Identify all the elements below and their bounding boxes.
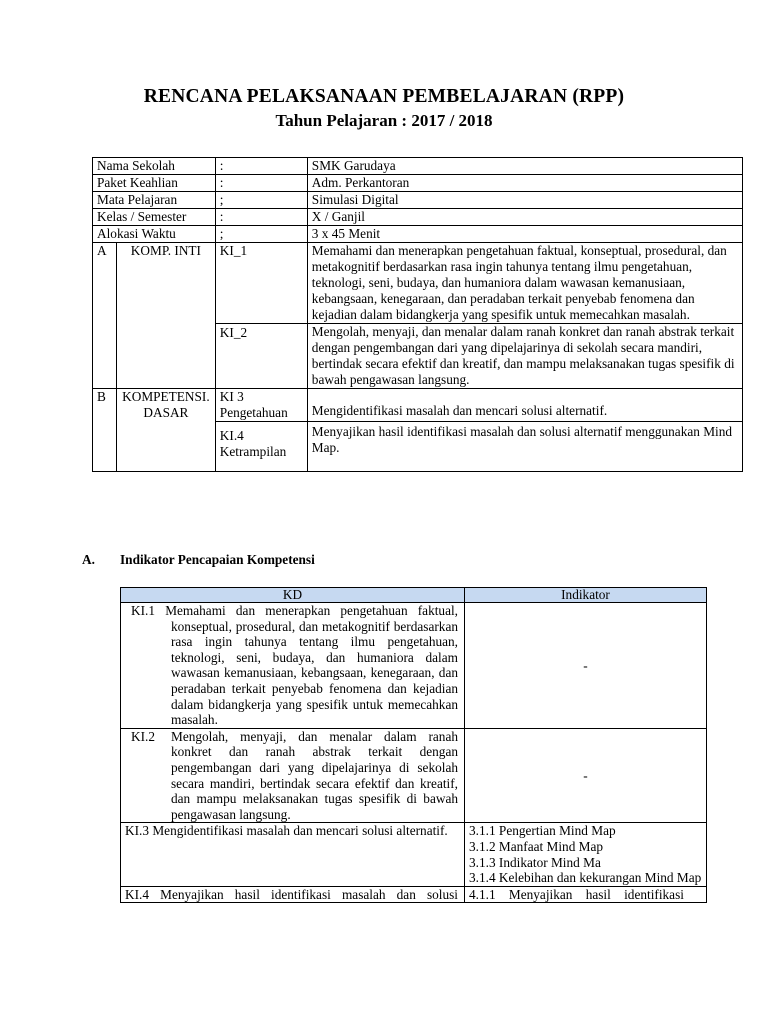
label-line: DASAR	[143, 405, 189, 420]
kd-cell	[121, 728, 465, 823]
info-value: Simulasi Digital	[307, 192, 742, 209]
table-header-row	[121, 588, 707, 603]
kd-text: Mengidentifikasi masalah dan mencari solusi alternatif.	[152, 823, 448, 839]
info-label: Kelas / Semester	[93, 209, 216, 226]
section-letter: B	[93, 389, 117, 472]
table-row	[93, 192, 743, 209]
info-separator: ;	[215, 192, 307, 209]
info-value: 3 x 45 Menit	[307, 226, 742, 243]
ki-code: KI_1	[215, 243, 307, 324]
info-label: Nama Sekolah	[93, 158, 216, 175]
identity-table	[92, 157, 743, 472]
document-subtitle: Tahun Pelajaran : 2017 / 2018	[275, 111, 493, 130]
ki-code: KI_2	[215, 324, 307, 389]
info-value: SMK Garudaya	[307, 158, 742, 175]
kd-cell	[121, 886, 465, 903]
table-row	[121, 823, 707, 886]
label-line: KOMPETENSI.	[122, 389, 210, 404]
table-row	[93, 158, 743, 175]
info-label: Paket Keahlian	[93, 175, 216, 192]
kd-entry	[125, 603, 458, 728]
info-value: X / Ganjil	[307, 209, 742, 226]
indikator-list	[465, 823, 707, 886]
kd-text: Menyajikan hasil identifikasi masalah dan solusi alternatif menggunakan Mind Map.	[307, 422, 742, 472]
kd-cell	[121, 823, 465, 886]
section-title: Indikator Pencapaian Kompetensi	[120, 552, 315, 567]
info-separator: :	[215, 175, 307, 192]
info-label: Mata Pelajaran	[93, 192, 216, 209]
indikator-cell: -	[465, 603, 707, 729]
kd-text: Menyajikan hasil identifikasi masalah dan solusi	[160, 886, 458, 902]
indikator-cell: -	[465, 728, 707, 823]
kd-code	[215, 389, 307, 422]
kd-entry	[125, 823, 458, 839]
section-heading	[82, 552, 315, 568]
table-row	[121, 728, 707, 823]
kd-entry	[125, 729, 458, 823]
list-item: 3.1.1 Pengertian Mind Map	[469, 823, 616, 839]
kd-code: KI.4	[125, 886, 150, 902]
header-indikator: Indikator	[465, 588, 707, 603]
info-separator: :	[215, 158, 307, 175]
list-item: 3.1.2 Manfaat Mind Map	[469, 838, 604, 854]
info-label: Alokasi Waktu	[93, 226, 216, 243]
table-row	[121, 886, 707, 903]
kd-cell	[121, 603, 465, 729]
kd-code: KI.3	[125, 823, 150, 839]
code-line: KI 3	[219, 389, 244, 404]
kd-text: Memahami dan menerapkan pengetahuan faktual, konseptual, prosedural, dan metakognitif berdasarkan rasa ingin tahunya tentang ilmu pengetahuan, teknologi, seni, budaya, dan humaniora dalam wawasan kemanusiaan, kebangsaan, kenegaraan, dan peradaban terkait penyebab fenomena dan kejadian dalam bidangkerja yang spesifik untuk memecahkan masalah.	[165, 603, 458, 728]
code-line: KI.4	[219, 428, 244, 443]
ki-text: Memahami dan menerapkan pengetahuan faktual, konseptual, prosedural, dan metakognitif berdasarkan rasa ingin tahunya tentang ilmu pengetahuan, teknologi, seni, budaya, dan humaniora dalam wawasan kemanusiaan, kebangsaan, kenegaraan, dan peradaban terkait penyebab fenomena dan kejadian dalam bidangkerja yang spesifik untuk memecahkan masalah.	[307, 243, 742, 324]
indikator-cell: 4.1.1 Menyajikan hasil identifikasi	[465, 886, 707, 903]
kd-code: KI.1	[131, 603, 156, 618]
kd-text: Mengidentifikasi masalah dan mencari solusi alternatif.	[307, 389, 742, 422]
kd-code	[215, 422, 307, 472]
section-number: A.	[82, 552, 95, 567]
section-letter: A	[93, 243, 117, 389]
header-kd: KD	[121, 588, 465, 603]
table-row	[93, 243, 743, 324]
komp-inti-label: KOMP. INTI	[117, 243, 216, 389]
table-row	[93, 209, 743, 226]
info-value: Adm. Perkantoran	[307, 175, 742, 192]
table-row	[93, 389, 743, 422]
kd-code: KI.2	[131, 728, 156, 744]
table-row	[121, 603, 707, 729]
ki-text: Mengolah, menyaji, dan menalar dalam ranah konkret dan ranah abstrak terkait dengan pengembangan dari yang dipelajarinya di sekolah secara mandiri, bertindak secara efektif dan kreatif, dan mampu melaksanakan tugas spesifik di bawah pengawasan langsung.	[307, 324, 742, 389]
table-row	[93, 226, 743, 243]
table-row	[93, 175, 743, 192]
info-separator: ;	[215, 226, 307, 243]
code-line: Ketrampilan	[219, 444, 287, 459]
kd-text: Mengolah, menyaji, dan menalar dalam ranah konkret dan ranah abstrak terkait dengan pengembangan dari yang dipelajarinya di sekolah secara mandiri, bertindak secara efektif dan kreatif, dan mampu melaksanakan tugas spesifik di bawah pengawasan langsung.	[171, 728, 458, 822]
document-title: RENCANA PELAKSANAAN PEMBELAJARAN (RPP)	[143, 86, 625, 107]
komp-dasar-label	[117, 389, 216, 472]
info-separator: :	[215, 209, 307, 226]
code-line: Pengetahuan	[219, 405, 288, 420]
indicator-table	[120, 587, 707, 903]
list-item: 3.1.3 Indikator Mind Ma	[469, 854, 601, 870]
list-item: 3.1.4 Kelebihan dan kekurangan Mind Map	[469, 870, 702, 886]
